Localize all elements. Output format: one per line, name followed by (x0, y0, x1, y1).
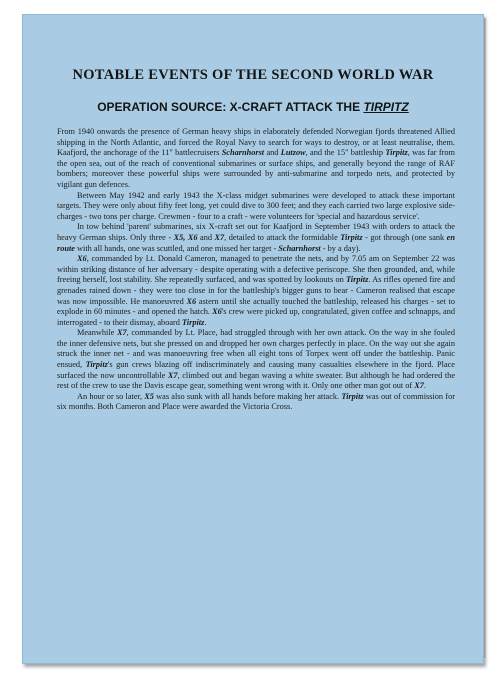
emphasized-text: X6 (77, 254, 87, 264)
paragraph-text: with all hands, one was scuttled, and one missed her target - (74, 243, 279, 253)
paragraph-text: astern until she actually touched the battleship, released his charges - set to explode in 60 minutes - and opened the hatch. (57, 296, 455, 317)
paragraph (57, 392, 455, 413)
article-subtitle (23, 100, 483, 114)
paragraph (57, 222, 455, 254)
subtitle-text: OPERATION SOURCE: X-CRAFT ATTACK THE (97, 100, 364, 114)
emphasized-text: Tirpitz (346, 275, 369, 285)
emphasized-text: X7 (214, 232, 225, 242)
paragraph-text: . (423, 381, 427, 391)
article-body (57, 127, 455, 413)
paragraph-text: - by a day). (320, 243, 361, 253)
paragraph (57, 127, 455, 191)
emphasized-text: X5, X6 (173, 232, 198, 242)
emphasized-text: Tirpitz (340, 232, 363, 242)
emphasized-text: Tirpitz (385, 148, 408, 158)
emphasized-text: Scharnhorst (278, 243, 321, 253)
emphasized-text: X6 (212, 307, 222, 317)
paragraph-text: An hour or so later, (77, 391, 145, 401)
paragraph (57, 328, 455, 392)
paragraph-text: was out of commission for six months. Both Cameron and Place were awarded the Victoria Cross. (57, 391, 455, 412)
paragraph-text: 's gun crews blazing off indiscriminately and causing many casualties elsewhere in the fjord. Place surfaced the now uncontrollable (57, 360, 455, 380)
paragraph-text: , was far from the open sea, out of the reach of conventional submarines or surface ships, and generally beyond the range of RAF bombers; moreover these powerful ships were surrounded by anti-submarine and torpedo nets, and protected by vigilant gun defences. (57, 148, 455, 189)
emphasized-text: X6 (186, 296, 197, 306)
paragraph (57, 254, 455, 328)
page-title: NOTABLE EVENTS OF THE SECOND WORLD WAR (72, 67, 434, 83)
paragraph-text: . As rifles opened fire and grenades rained down - they were too close in for the battleship's bigger guns to bear - Cameron realised that escape was now impossible. He manoeuvred (57, 275, 455, 306)
emphasized-text: X7 (167, 370, 178, 380)
paragraph-text: and (197, 232, 215, 242)
paragraph-text: - got through (one sank (362, 232, 447, 242)
paragraph (57, 191, 455, 223)
emphasized-text: Tirpitz (341, 391, 364, 401)
paragraph-text: Between May 1942 and early 1943 the X-class midget submarines were developed to attack these important targets. They were only about fifty feet long, yet could dive to 300 feet; and they each carried two large explosive side-charges - two tons per charge. Crewmen - four to a craft - were volunteers for 'special and hazardous service'. (57, 190, 455, 221)
paragraph-text: , and the 15" battleship (305, 148, 386, 158)
emphasized-text: Lutzow (280, 148, 306, 158)
document-page (22, 14, 484, 664)
paragraph-text: . (204, 317, 207, 327)
emphasized-text: Scharnhorst (221, 148, 265, 158)
emphasized-text: en route (57, 232, 455, 253)
emphasized-text: Tirpitz (85, 360, 108, 370)
subtitle-ship-name: TIRPITZ (363, 100, 409, 114)
paragraph-text: 's crew were picked up, congratulated, given coffee and schnapps, and interrogated - to their dismay, aboard (57, 307, 455, 327)
paragraph-text: , climbed out and began waving a white sweater. But although he had ordered the rest of the crew to use the Davis escape gear, something went wrong with it. Only one other man got out of (57, 370, 456, 391)
emphasized-text: X7 (116, 328, 127, 338)
paragraph-text: In tow behind 'parent' submarines, six X-craft set out for Kaafjord in September 1943 with orders to attack the heavy German ships. Only three - (57, 222, 455, 242)
emphasized-text: Tirpitz (182, 317, 205, 327)
paragraph-text: Meanwhile (77, 328, 117, 338)
paragraph-text: , detailed to attack the formidable (224, 232, 341, 242)
paragraph-text: and (264, 148, 281, 158)
paragraph-text: From 1940 onwards the presence of German heavy ships in elaborately defended Norwegian fjords threatened Allied shipping in the North Atlantic, and forced the Royal Navy to search for ways to destroy, or at least neutralise, them. Kaafjord, the anchorage of the 11" battlecruisers (57, 127, 455, 158)
emphasized-text: X5 (144, 391, 154, 401)
paragraph-text: was also sunk with all hands before making her attack. (153, 391, 342, 401)
emphasized-text: X7 (414, 381, 424, 391)
paragraph-text: , commanded by Lt. Place, had struggled through with her own attack. On the way in she fouled the inner defensive nets, but she pressed on and dropped her own charges perfectly in place. On the way out she again struck the inner net - and was manoeuvring free when all eight tons of Torpex went off under the battleship. Panic ensued, (57, 328, 455, 370)
paragraph-text: , commanded by Lt. Donald Cameron, managed to penetrate the nets, and by 7.05 am on September 22 was within striking distance of her adversary - despite operating with a defective periscope. She then grounded, and, while freeing herself, lost stability. She repeatedly surfaced, and was spotted by lookouts on (57, 254, 455, 285)
